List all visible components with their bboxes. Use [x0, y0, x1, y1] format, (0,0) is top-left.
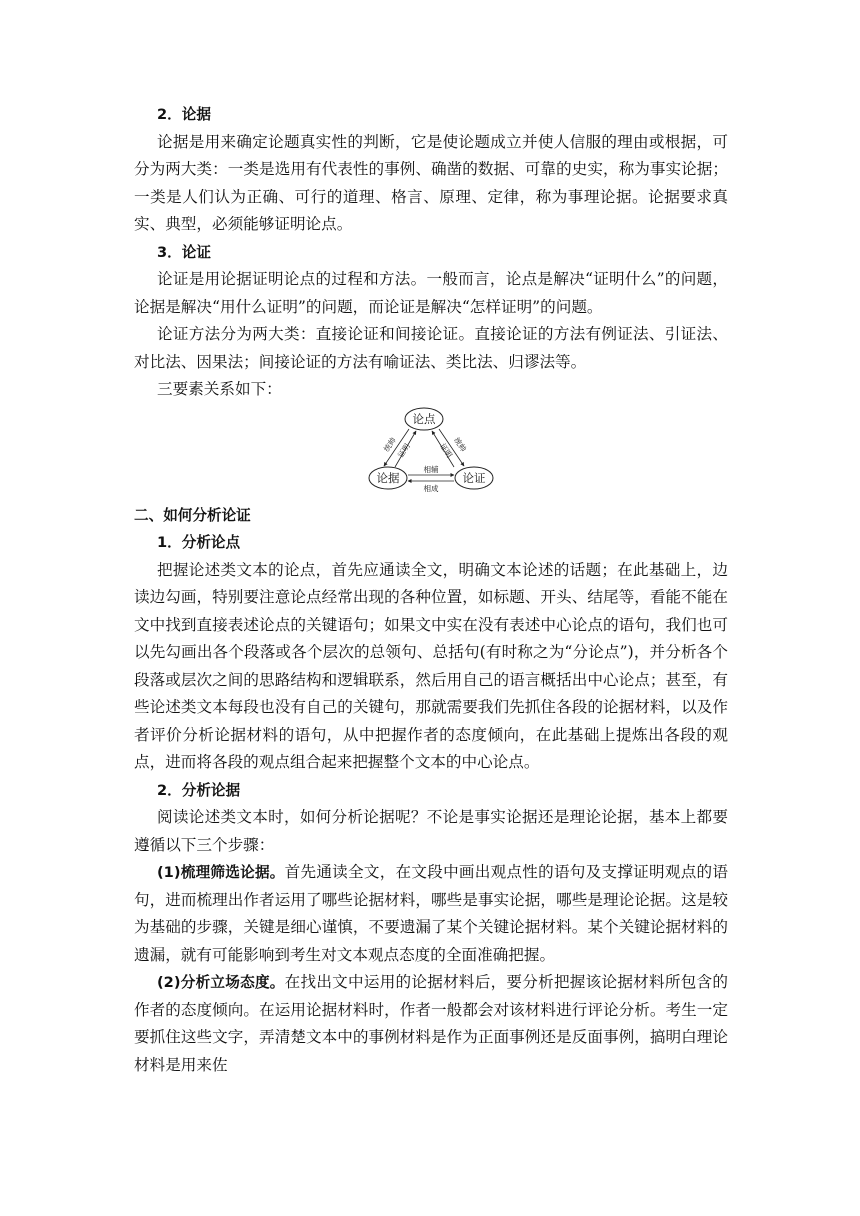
step-1-body: 首先通读全文，在文段中画出观点性的语句及支撑证明观点的语句，进而梳理出作者运用了哪些论据材料，哪些是事实论据，哪些是理论论据。这是较为基础的步骤，关键是细心谨慎，不要遗漏了某个关键论据材料。某个关键论据材料的遗漏，就有可能影响到考生对文本观点态度的全面准确把握。: [134, 863, 728, 964]
relation-diagram-svg: [368, 406, 496, 496]
label-bottom-top: 相辅: [423, 464, 439, 474]
paragraph-analyze-thesis: 把握论述类文本的论点，首先应通读全文，明确文本论述的话题；在此基础上，边读边勾画，特别要注意论点经常出现的各种位置，如标题、开头、结尾等，看能不能在文中找到直接表述论点的关键语句；如果文中实在没有表述中心论点的语句，我们也可以先勾画出各个段落或各个层次的总领句、总括句(有时称之为“分论点”)，并分析各个段落或层次之间的思路结构和逻辑联系，然后用自己的语言概括出中心论点；甚至，有些论述类文本每段也没有自己的关键句，那就需要我们先抓住各段的论据材料，以及作者评价分析论据材料的语句，从中把握作者的态度倾向，在此基础上提炼出各段的观点，进而将各段的观点组合起来把握整个文本的中心论点。: [134, 560, 728, 771]
section-title-lunzheng: 3．论证: [157, 243, 211, 261]
label-bottom-bottom: 相成: [423, 483, 439, 493]
label-left-outer: 统帅: [382, 435, 398, 453]
paragraph-lunju-definition: 论据是用来确定论题真实性的判断，它是使论题成立并使人信服的理由或根据，可分为两大类：一类是选用有代表性的事例、确凿的数据、可靠的史实，称为事实论据；一类是人们认为正确、可行的道理、格言、原理、定律，称为事理论据。论据要求真实、典型，必须能够证明论点。: [134, 132, 728, 233]
section-title-lunju: 2．论据: [157, 106, 211, 123]
paragraph-step-1: [134, 859, 728, 969]
document-content: [134, 101, 728, 1079]
section-title-analyze-evidence: 2．分析论据: [157, 781, 241, 799]
step-2-label: (2)分析立场态度。: [157, 974, 285, 991]
node-left-label: 论据: [376, 470, 400, 485]
paragraph-lunzheng-methods: 论证方法分为两大类：直接论证和间接论证。直接论证的方法有例证法、引证法、对比法、因果法；间接论证的方法有喻证法、类比法、归谬法等。: [134, 325, 728, 371]
label-right-outer: 统帅: [452, 435, 468, 453]
node-top-label: 论点: [412, 411, 436, 426]
step-2-body: 在找出文中运用的论据材料后，要分析把握该论据材料所包含的作者的态度倾向。在运用论据材料时，作者一般都会对该材料进行评论分析。考生一定要抓住这些文字，弄清楚文本中的事例材料是作为正面事例还是反面事例，搞明白理论材料是用来佐: [134, 973, 728, 1074]
step-1-label: (1)梳理筛选论据。: [157, 864, 285, 881]
node-right-label: 论证: [462, 470, 486, 485]
label-right-inner: 证明: [438, 441, 454, 459]
paragraph-step-2: [134, 969, 728, 1079]
part-title-analysis: 二、如何分析论证: [134, 506, 251, 524]
paragraph-relation-intro: 三要素关系如下：: [157, 380, 282, 398]
three-elements-diagram: [134, 406, 728, 498]
paragraph-analyze-evidence: 阅读论述类文本时，如何分析论据呢？不论是事实论据还是理论论据，基本上都要遵循以下三个步骤：: [134, 808, 728, 854]
label-left-inner: 证明: [396, 441, 412, 459]
paragraph-lunzheng-definition: 论证是用论据证明论点的过程和方法。一般而言，论点是解决“证明什么”的问题，论据是解决“用什么证明”的问题，而论证是解决“怎样证明”的问题。: [134, 270, 728, 316]
section-title-analyze-thesis: 1．分析论点: [157, 534, 241, 551]
